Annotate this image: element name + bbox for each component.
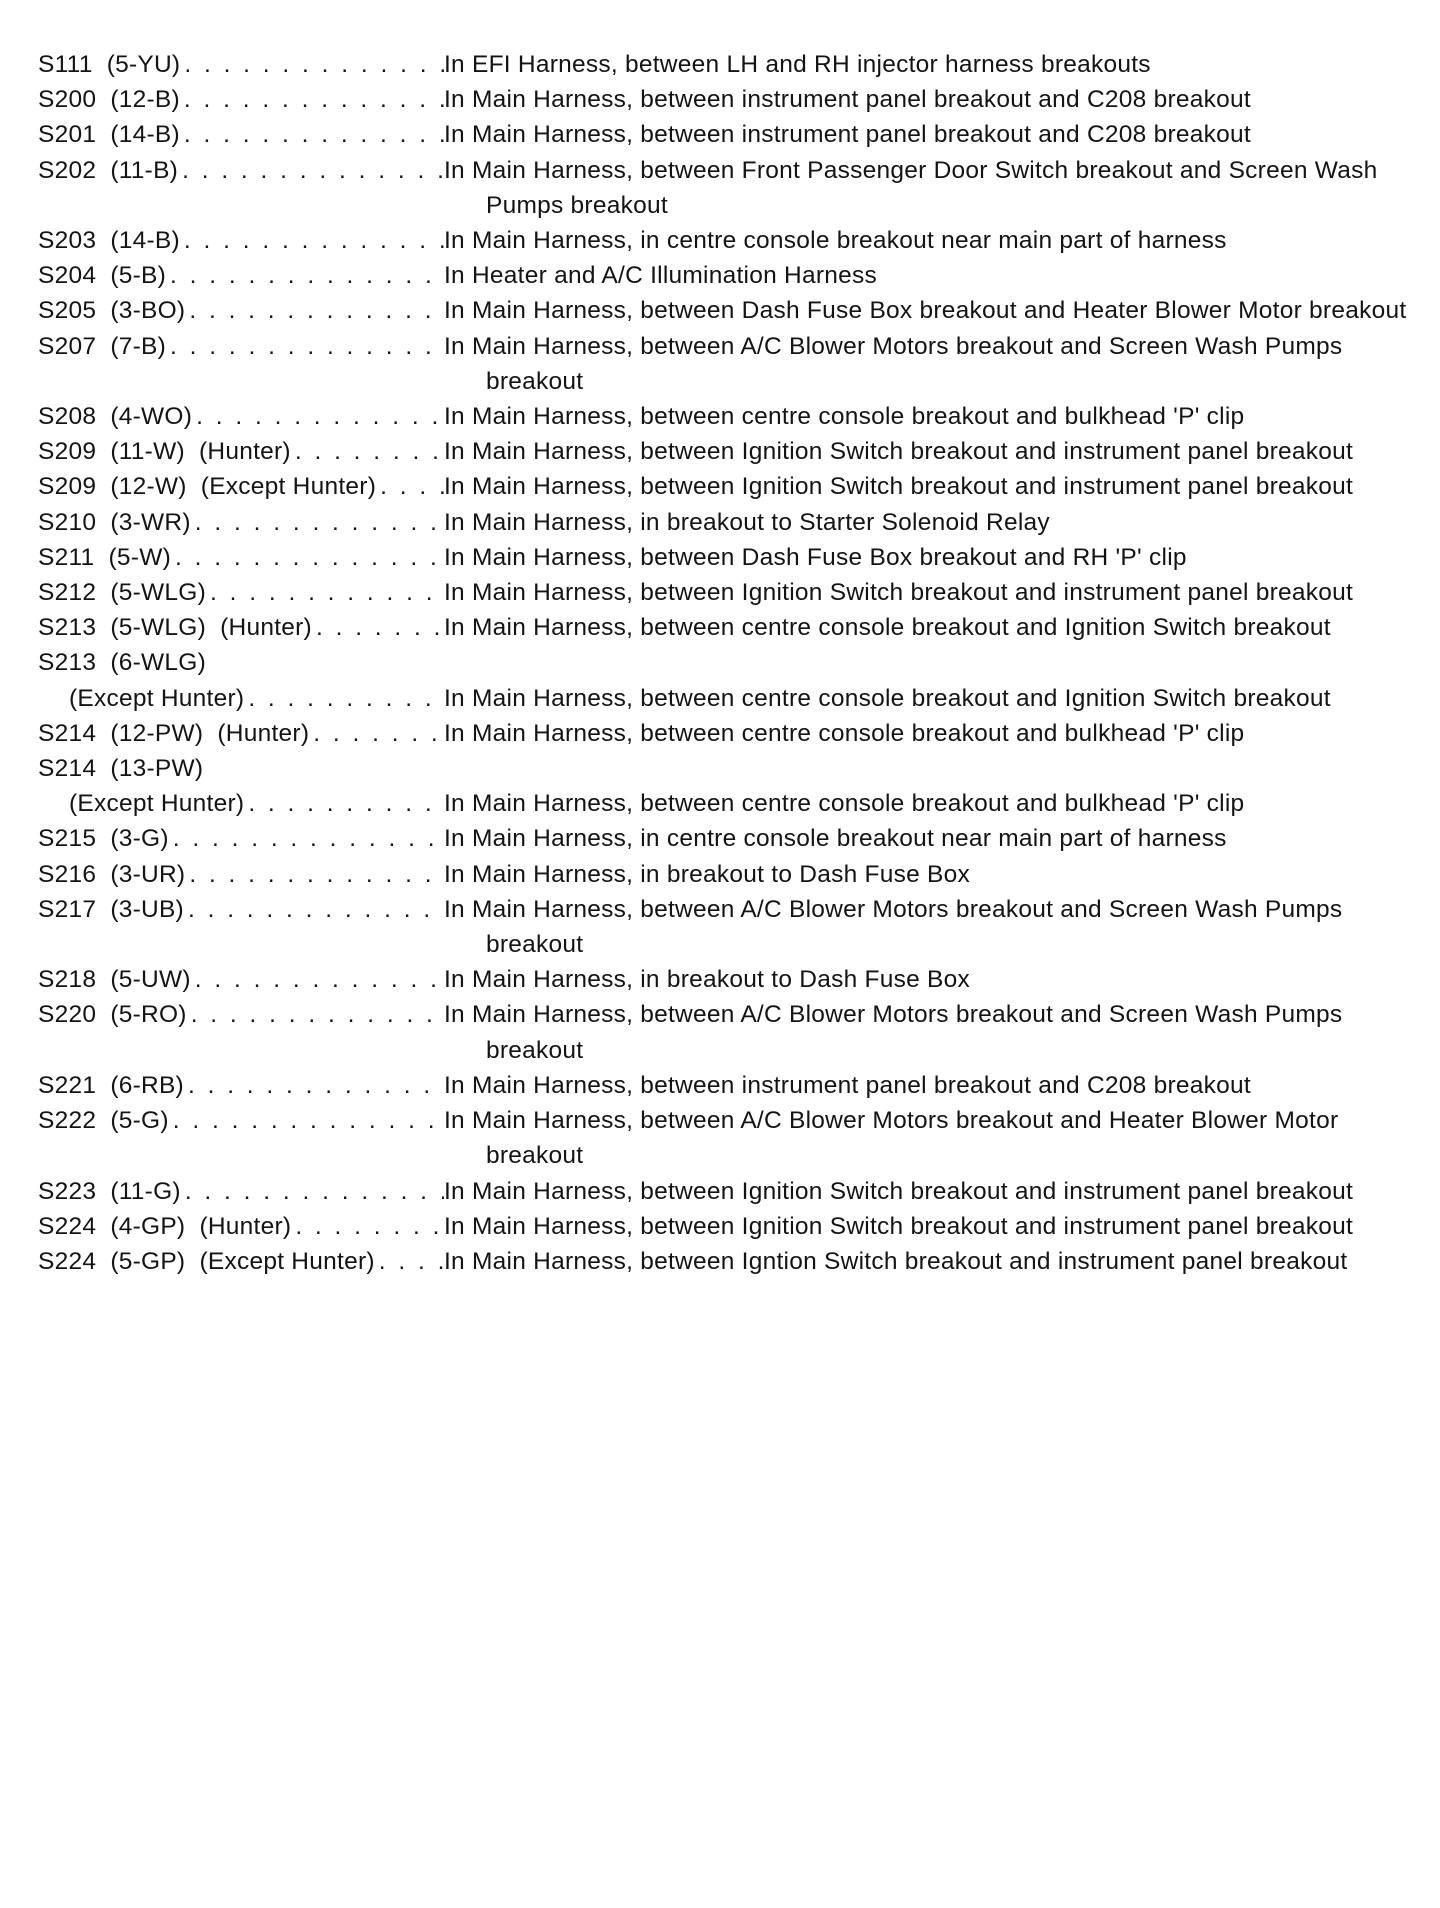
dot-leader: [312, 610, 444, 645]
list-item: [38, 786, 1418, 821]
splice-label: S207 (7-B): [38, 332, 167, 360]
dot-leader: [181, 1174, 444, 1209]
splice-location: In Main Harness, between instrument panel breakout and C208 breakout: [444, 1071, 1251, 1099]
list-item: [38, 47, 1418, 82]
splice-label: S223 (11-G): [38, 1177, 181, 1205]
splice-label: S213 (6-WLG): [38, 649, 206, 677]
list-item: [38, 399, 1418, 434]
splice-label: S111 (5-YU): [38, 51, 181, 78]
splice-label: S210 (3-WR): [38, 508, 191, 536]
splice-location: In Main Harness, between Ignition Switch breakout and instrument panel breakout: [444, 1212, 1354, 1240]
dot-leader: [171, 540, 444, 575]
splice-label: S220 (5-RO): [38, 1001, 187, 1029]
splice-location: In Heater and A/C Illumination Harness: [444, 262, 878, 290]
list-item: [38, 575, 1418, 610]
dot-leader: [184, 892, 444, 927]
splice-label: S218 (5-UW): [38, 966, 191, 994]
dot-leader: [185, 857, 444, 892]
splice-label: S208 (4-WO): [38, 403, 193, 431]
list-item: [38, 293, 1418, 328]
splice-label: S209 (11-W) (Hunter): [38, 438, 291, 466]
splice-label: S222 (5-G): [38, 1107, 169, 1135]
splice-label: S204 (5-B): [38, 262, 167, 290]
splice-label: S212 (5-WLG): [38, 579, 206, 607]
dot-leader: [191, 505, 444, 540]
splice-location: In Main Harness, between Ignition Switch breakout and instrument panel breakout: [444, 473, 1354, 501]
dot-leader: [244, 681, 444, 716]
splice-label: S214 (12-PW) (Hunter): [38, 719, 310, 747]
splice-location: In Main Harness, in breakout to Dash Fuse Box: [444, 966, 971, 994]
splice-location: In Main Harness, between centre console breakout and Ignition Switch breakout: [444, 684, 1331, 712]
splice-label: S215 (3-G): [38, 825, 169, 853]
dot-leader: [169, 821, 444, 856]
dot-leader: [291, 434, 444, 469]
dot-leader: [180, 117, 444, 152]
dot-leader: [180, 223, 444, 258]
list-item: [38, 1068, 1418, 1103]
splice-location: In Main Harness, between Ignition Switch breakout and instrument panel breakout: [444, 438, 1354, 466]
splice-location: In Main Harness, in centre console breakout near main part of harness: [444, 825, 1227, 853]
splice-location: In Main Harness, between Ignition Switch breakout and instrument panel breakout: [444, 579, 1354, 607]
splice-location: In Main Harness, between centre console breakout and bulkhead 'P' clip: [444, 790, 1245, 818]
list-item: [38, 505, 1418, 540]
splice-location: In Main Harness, between centre console breakout and bulkhead 'P' clip: [444, 719, 1245, 747]
splice-index-list: [38, 47, 1418, 1279]
splice-location: In Main Harness, between Ignition Switch breakout and instrument panel breakout: [444, 1177, 1354, 1205]
splice-location: In Main Harness, in breakout to Dash Fuse Box: [444, 860, 971, 888]
dot-leader: [206, 575, 444, 610]
dot-leader: [180, 82, 444, 117]
splice-label: S203 (14-B): [38, 227, 180, 255]
list-item: [38, 82, 1418, 117]
dot-leader: [185, 293, 444, 328]
list-item: [38, 117, 1418, 152]
splice-label: S214 (13-PW): [38, 755, 204, 783]
splice-label: S213 (5-WLG) (Hunter): [38, 614, 312, 642]
splice-location: In Main Harness, between centre console breakout and bulkhead 'P' clip: [444, 403, 1245, 431]
splice-location: In Main Harness, between A/C Blower Motors breakout and Screen Wash Pumps breakout: [444, 895, 1343, 959]
dot-leader: [178, 153, 444, 188]
splice-variant-label: (Except Hunter): [69, 790, 245, 818]
splice-label: S201 (14-B): [38, 121, 180, 149]
splice-location: In Main Harness, in breakout to Starter Solenoid Relay: [444, 508, 1050, 536]
dot-leader: [184, 1068, 444, 1103]
list-item: [38, 1209, 1418, 1244]
dot-leader: [166, 329, 444, 364]
list-item: [38, 540, 1418, 575]
splice-location: In Main Harness, between A/C Blower Motors breakout and Heater Blower Motor breakout: [444, 1107, 1339, 1170]
dot-leader: [180, 47, 444, 82]
splice-location: In Main Harness, in centre console breakout near main part of harness: [444, 227, 1227, 255]
list-item: [38, 329, 1418, 399]
dot-leader: [169, 1103, 444, 1138]
list-item: [38, 1244, 1418, 1279]
dot-leader: [376, 469, 444, 504]
dot-leader: [192, 399, 444, 434]
splice-label: S205 (3-BO): [38, 297, 186, 325]
list-item: [38, 1103, 1418, 1173]
splice-variant-label: (Except Hunter): [69, 684, 245, 712]
splice-location: In Main Harness, between centre console breakout and Ignition Switch breakout: [444, 614, 1331, 642]
dot-leader: [291, 1209, 444, 1244]
list-item: [38, 1174, 1418, 1209]
list-item: [38, 962, 1418, 997]
splice-location: In Main Harness, between Dash Fuse Box breakout and RH 'P' clip: [444, 543, 1187, 571]
splice-location: In Main Harness, between A/C Blower Motors breakout and Screen Wash Pumps breakout: [444, 332, 1343, 395]
splice-location: In Main Harness, between Dash Fuse Box breakout and Heater Blower Motor breakout: [444, 297, 1407, 325]
splice-location: In Main Harness, between instrument panel breakout and C208 breakout: [444, 86, 1251, 114]
splice-label: S209 (12-W) (Except Hunter): [38, 473, 377, 501]
splice-label: S217 (3-UB): [38, 895, 184, 923]
splice-label: S200 (12-B): [38, 86, 180, 114]
dot-leader: [375, 1244, 444, 1279]
dot-leader: [309, 716, 444, 751]
list-item: [38, 716, 1418, 751]
splice-label: S211 (5-W): [38, 543, 171, 571]
list-item: [38, 892, 1418, 962]
list-item: [38, 997, 1418, 1067]
splice-label: S224 (4-GP) (Hunter): [38, 1212, 292, 1240]
splice-location: In Main Harness, between Igntion Switch breakout and instrument panel breakout: [444, 1247, 1348, 1275]
list-item: [38, 258, 1418, 293]
list-item: [38, 153, 1418, 223]
splice-location: In Main Harness, between A/C Blower Motors breakout and Screen Wash Pumps breakout: [444, 1001, 1343, 1064]
list-item: [38, 469, 1418, 504]
splice-location: In Main Harness, between Front Passenger Door Switch breakout and Screen Wash Pumps breakout: [444, 156, 1378, 219]
splice-location: In Main Harness, between instrument panel breakout and C208 breakout: [444, 121, 1251, 149]
list-item: [38, 821, 1418, 856]
dot-leader: [191, 962, 444, 997]
list-item: [38, 223, 1418, 258]
splice-location: In EFI Harness, between LH and RH injector harness breakouts: [444, 51, 1151, 78]
splice-label: S216 (3-UR): [38, 860, 186, 888]
list-item: [38, 857, 1418, 892]
splice-label: S221 (6-RB): [38, 1071, 184, 1099]
list-item: [38, 434, 1418, 469]
splice-label: S224 (5-GP) (Except Hunter): [38, 1247, 375, 1275]
dot-leader: [244, 786, 444, 821]
dot-leader: [166, 258, 444, 293]
dot-leader: [187, 997, 444, 1032]
splice-label: S202 (11-B): [38, 156, 179, 184]
list-item: [38, 610, 1418, 645]
list-item: [38, 681, 1418, 716]
